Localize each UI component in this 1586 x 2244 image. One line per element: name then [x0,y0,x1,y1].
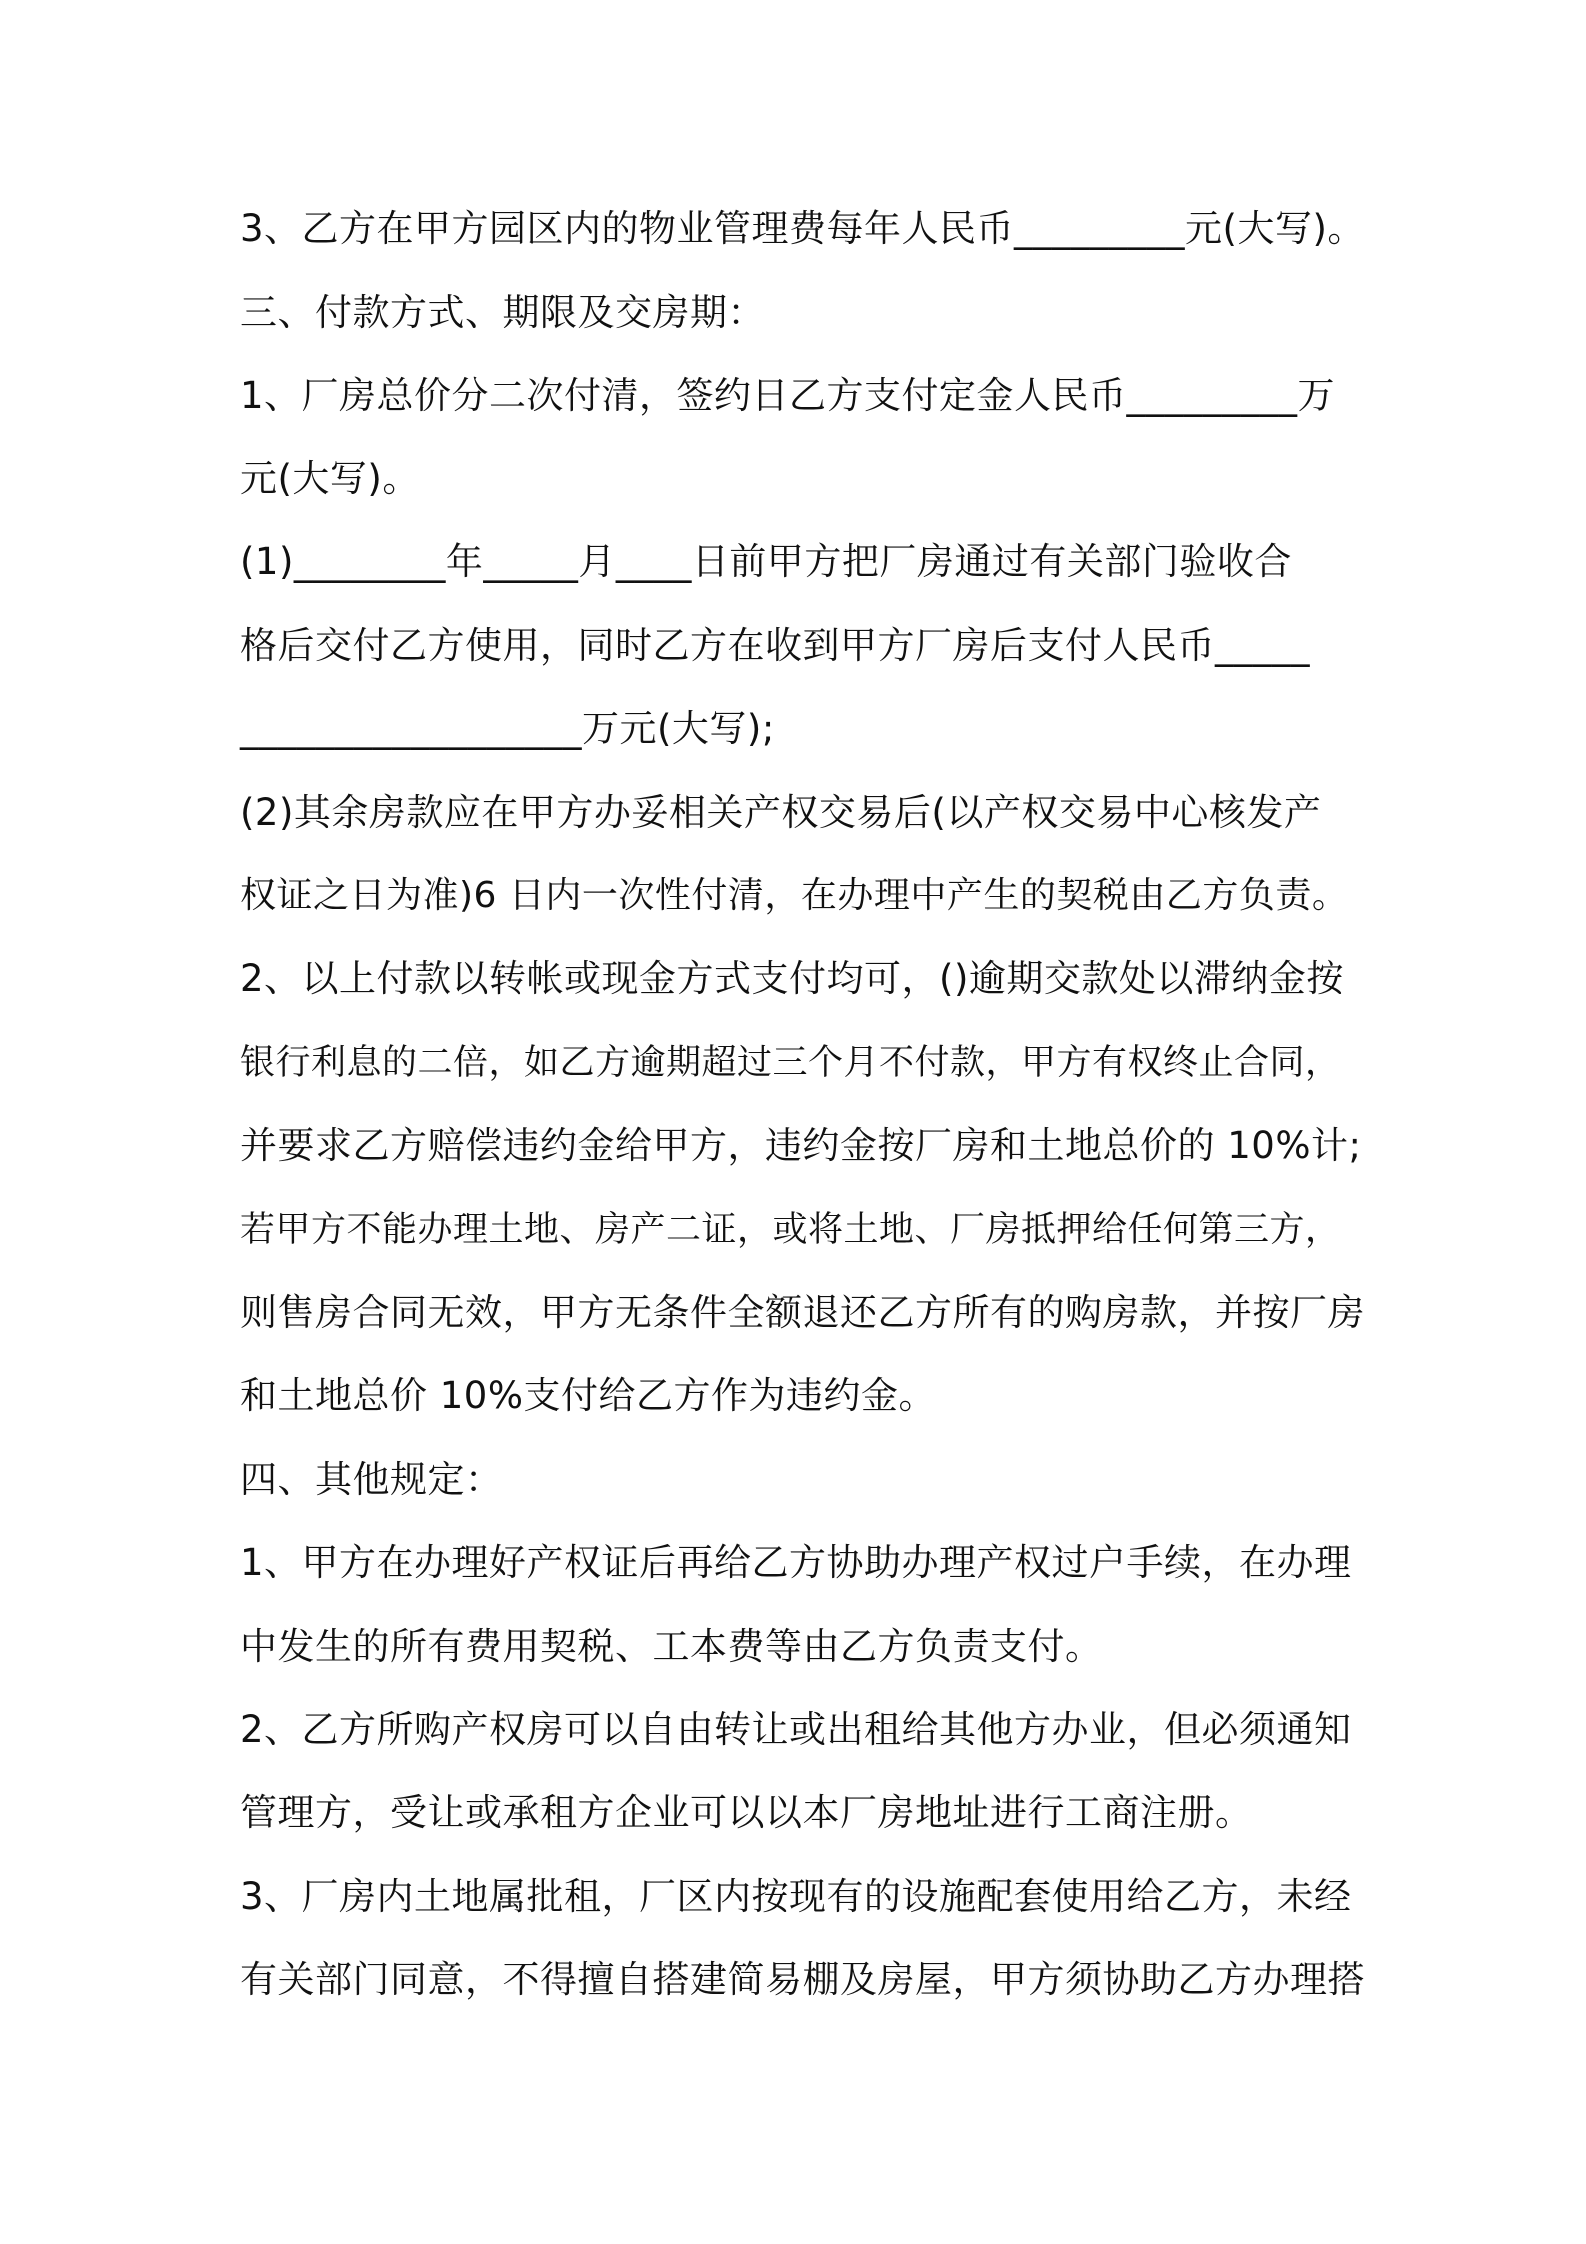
section-heading: 三、付款方式、期限及交房期： [240,291,765,334]
text-line: 管理方，受让或承租方企业可以以本厂房地址进行工商注册。 [240,1791,1253,1834]
text-line: 格后交付乙方使用，同时乙方在收到甲方厂房后支付人民币_____ [240,624,1310,667]
text-line: 1、厂房总价分二次付清，签约日乙方支付定金人民币_________万 [240,374,1336,417]
text-line: 则售房合同无效，甲方无条件全额退还乙方所有的购房款，并按厂房 [240,1291,1365,1334]
text-line: 银行利息的二倍，如乙方逾期超过三个月不付款，甲方有权终止合同， [240,1043,1341,1083]
text-line: 和土地总价 10%支付给乙方作为违约金。 [240,1374,936,1417]
section-heading: 四、其他规定： [240,1458,503,1501]
text-line: 3、乙方在甲方园区内的物业管理费每年人民币_________元(大写)。 [240,207,1365,250]
text-line: 有关部门同意，不得擅自搭建简易棚及房屋，甲方须协助乙方办理搭 [240,1958,1365,2001]
text-line: __________________万元(大写); [240,707,775,750]
text-line: (2)其余房款应在甲方办妥相关产权交易后(以产权交易中心核发产 [240,791,1322,834]
text-line: 元(大写)。 [240,457,420,500]
text-line: 3、厂房内土地属批租，厂区内按现有的设施配套使用给乙方，未经 [240,1875,1352,1918]
text-line: 2、以上付款以转帐或现金方式支付均可，()逾期交款处以滞纳金按 [240,957,1344,1000]
text-line: (1)________年_____月____日前甲方把厂房通过有关部门验收合 [240,540,1292,583]
text-line: 2、乙方所购产权房可以自由转让或出租给其他方办业，但必须通知 [240,1708,1352,1751]
text-line: 若甲方不能办理土地、房产二证，或将土地、厂房抵押给任何第三方， [240,1210,1341,1250]
text-line: 并要求乙方赔偿违约金给甲方，违约金按厂房和土地总价的 10%计; [240,1124,1362,1167]
text-line: 1、甲方在办理好产权证后再给乙方协助办理产权过户手续，在办理 [240,1541,1352,1584]
text-line: 中发生的所有费用契税、工本费等由乙方负责支付。 [240,1625,1103,1668]
text-line: 权证之日为准)6 日内一次性付清，在办理中产生的契税由乙方负责。 [240,875,1349,916]
